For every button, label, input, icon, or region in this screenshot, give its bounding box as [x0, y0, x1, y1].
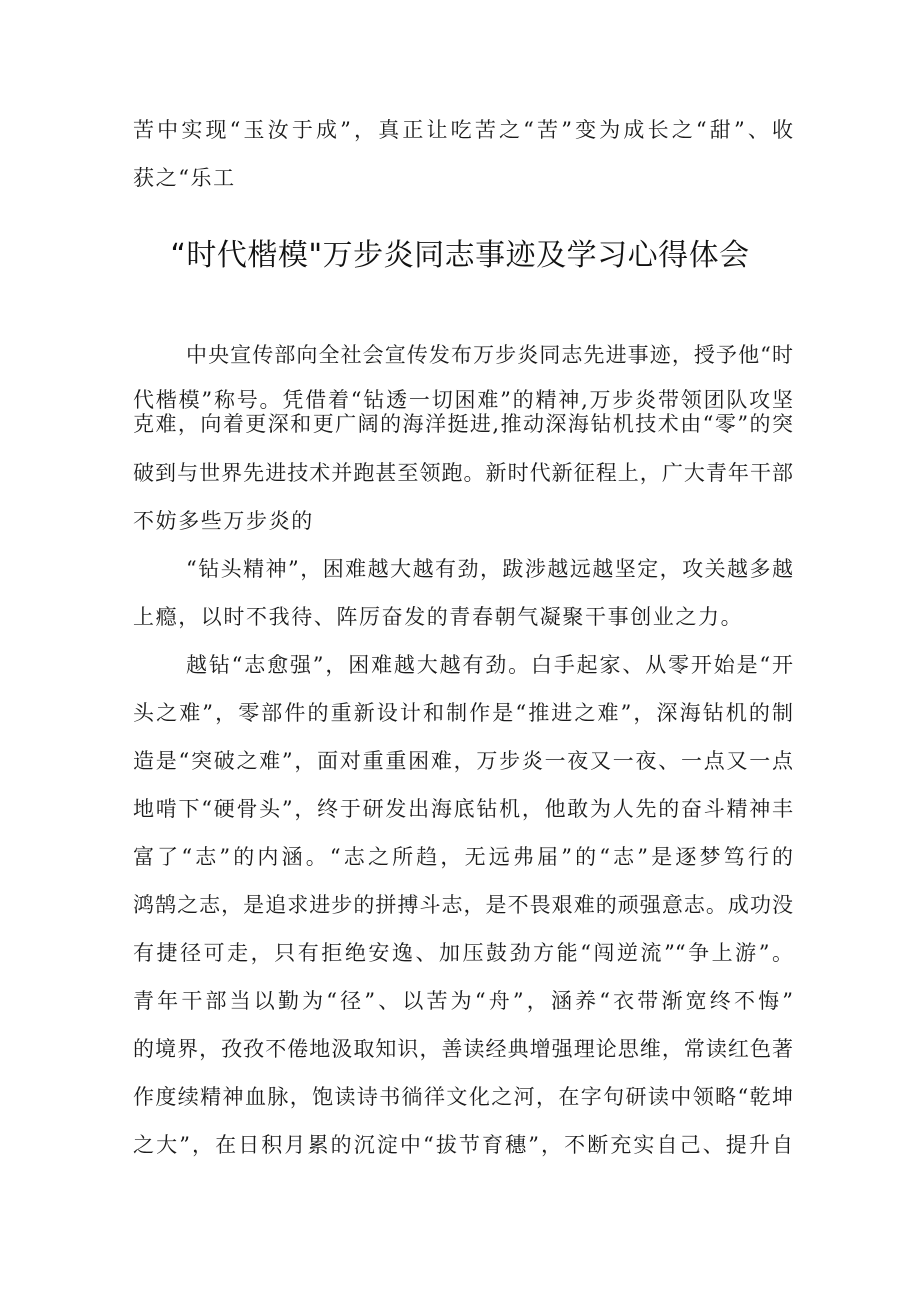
paragraph-line: 克难，向着更深和更广阔的海洋挺进,推动深海钻机技术由“零”的突	[133, 412, 793, 436]
paragraph-line: 鸿鹄之志，是追求进步的拼搏斗志，是不畏艰难的顽强意志。成功没	[133, 893, 793, 917]
intro-line: 苦中实现“玉汝于成”，真正让吃苦之“苦”变为成长之“甜”、收	[133, 118, 793, 142]
paragraph-line: 头之难”，零部件的重新设计和制作是“推进之难”，深海钻机的制	[133, 701, 793, 725]
paragraph-line: 破到与世界先进技术并跑甚至领跑。新时代新征程上，广大青年干部	[133, 461, 793, 485]
paragraph-line: 青年干部当以勤为“径”、以苦为“舟”，涵养“衣带渐宽终不悔”	[133, 989, 793, 1013]
paragraph-line: 造是“突破之难”，面对重重困难，万步炎一夜又一夜、一点又一点	[133, 749, 793, 773]
paragraph-line: 作度续精神血脉，饱读诗书徜徉文化之河，在字句研读中领略“乾坤	[133, 1085, 793, 1109]
paragraph-line: 上瘾，以时不我待、阵厉奋发的青春朝气凝聚干事创业之力。	[133, 605, 744, 629]
intro-line: 获之“乐工	[133, 166, 236, 190]
paragraph-line: 之大”，在日积月累的沉淀中“拔节育穗”，不断充实自己、提升自	[133, 1133, 793, 1157]
paragraph-line: 越钻“志愈强”，困难越大越有劲。白手起家、从零开始是“开	[186, 653, 793, 677]
paragraph-line: 富了“志”的内涵。“志之所趋，无远弗届”的“志”是逐梦笃行的	[133, 845, 793, 869]
paragraph-line: 有捷径可走，只有拒绝安逸、加压鼓劲方能“闯逆流”“争上游”。	[133, 941, 793, 965]
paragraph-line: 中央宣传部向全社会宣传发布万步炎同志先进事迹，授予他“时	[186, 343, 793, 367]
paragraph-line: 的境界，孜孜不倦地汲取知识，善读经典增强理论思维，常读红色著	[133, 1037, 793, 1061]
paragraph-line: 不妨多些万步炎的	[133, 509, 314, 533]
paragraph-line: 代楷模”称号。凭借着“钻透一切困难”的精神,万步炎带领团队攻坚	[133, 388, 793, 412]
paragraph-line: 地啃下“硬骨头”，终于研发出海底钻机，他敢为人先的奋斗精神丰	[133, 797, 793, 821]
article-title: “时代楷模"万步炎同志事迹及学习心得体会	[170, 238, 750, 273]
paragraph-line: “钻头精神”，困难越大越有劲，跋涉越远越坚定，攻关越多越	[186, 557, 793, 581]
